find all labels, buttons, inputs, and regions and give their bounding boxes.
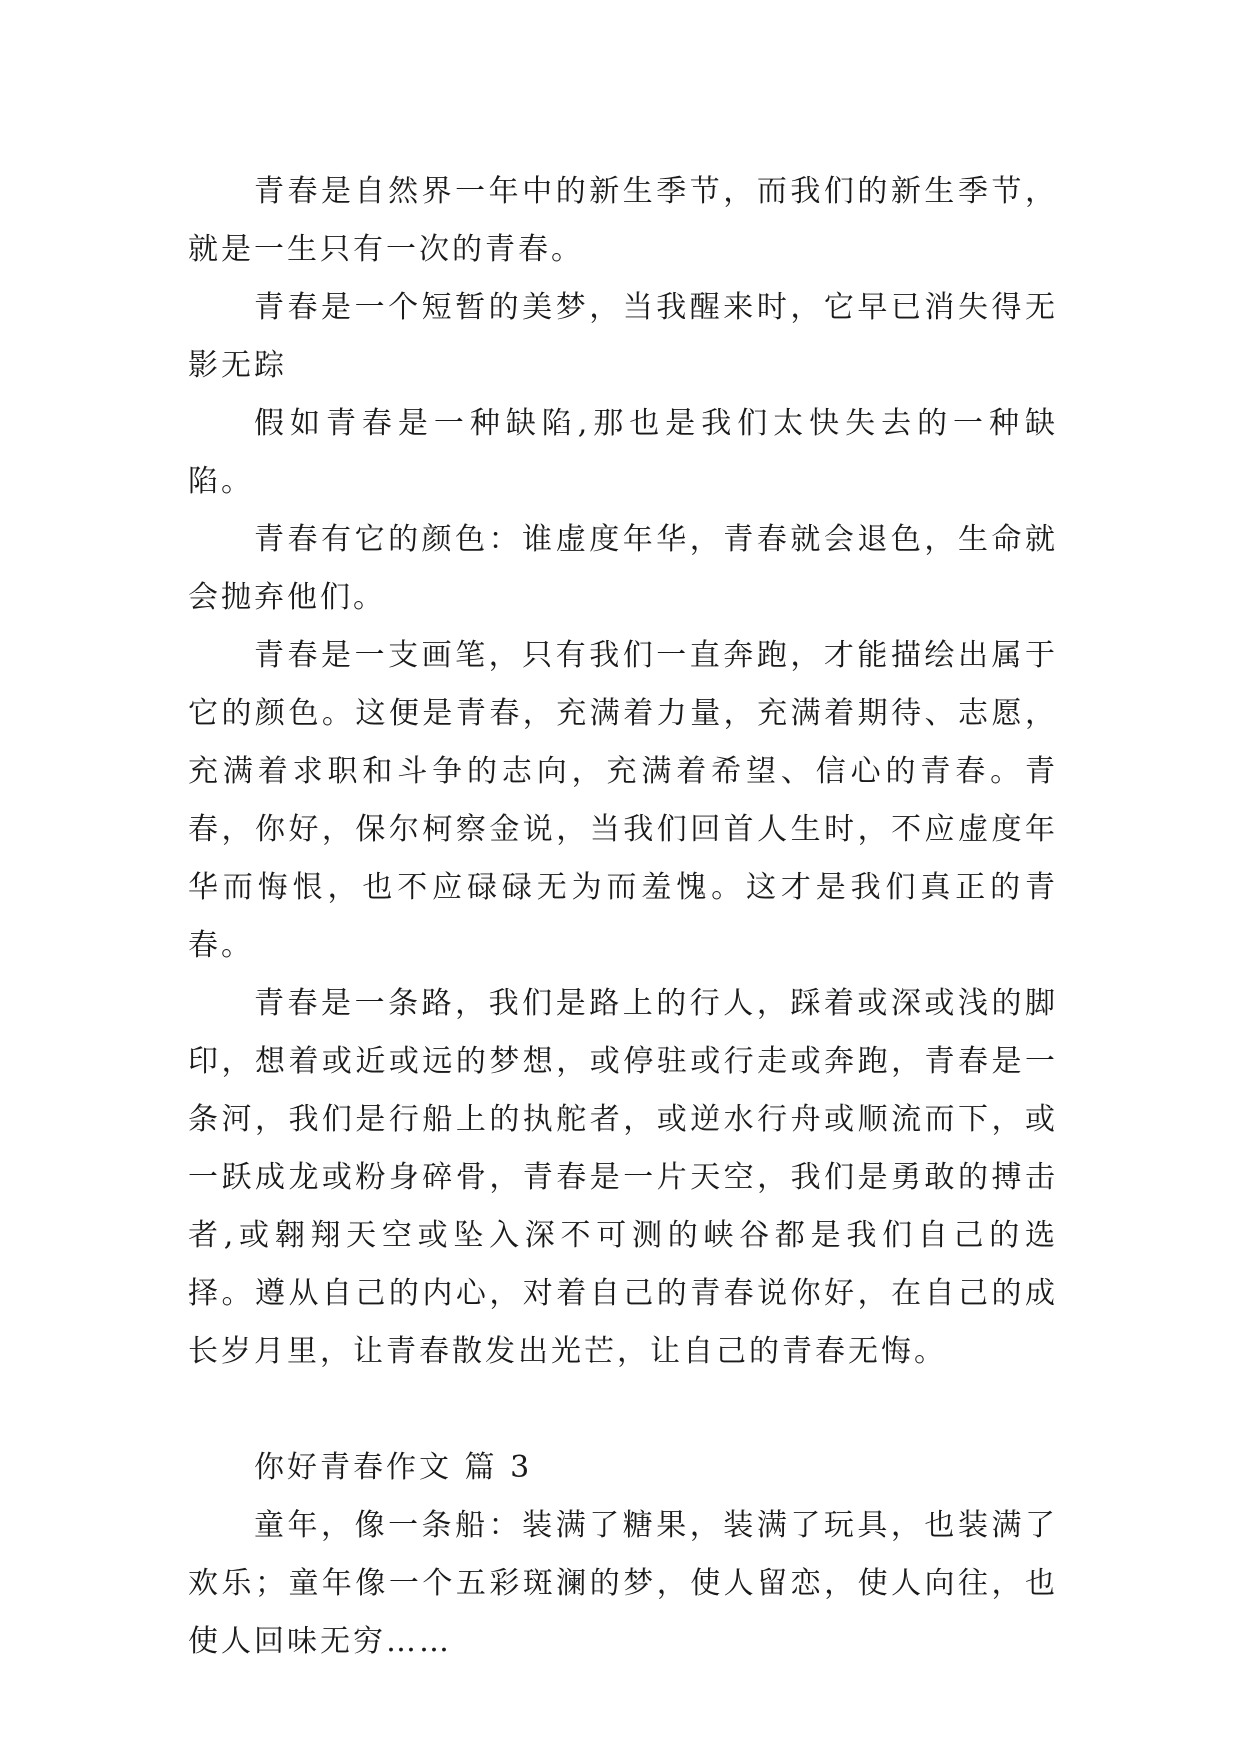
paragraph-4: 青春有它的颜色：谁虚度年华，青春就会退色，生命就会抛弃他们。 (188, 522, 1058, 615)
paragraph-1: 青春是自然界一年中的新生季节，而我们的新生季节，就是一生只有一次的青春。 (188, 174, 1058, 267)
section-spacer (188, 1381, 1058, 1439)
paragraph-5: 青春是一支画笔，只有我们一直奔跑，才能描绘出属于它的颜色。这便是青春，充满着力量，充满着期待、志愿，充满着求职和斗争的志向，充满着希望、信心的青春。青春，你好，保尔柯察金说，当我们回首人生时，不应虚度年华而悔恨，也不应碌碌无为而羞愧。这才是我们真正的青春。 (188, 638, 1058, 963)
paragraph-6: 青春是一条路，我们是路上的行人，踩着或深或浅的脚印，想着或近或远的梦想，或停驻或行走或奔跑，青春是一条河，我们是行船上的执舵者，或逆水行舟或顺流而下，或一跃成龙或粉身碎骨，青春是一片天空，我们是勇敢的搏击者,或翱翔天空或坠入深不可测的峡谷都是我们自己的选择。遵从自己的内心，对着自己的青春说你好，在自己的成长岁月里，让青春散发出光芒，让自己的青春无悔。 (188, 986, 1058, 1369)
section-heading: 你好青春作文 篇 3 (254, 1450, 533, 1485)
paragraph-2: 青春是一个短暂的美梦，当我醒来时，它早已消失得无影无踪 (188, 290, 1058, 383)
paragraph-3: 假如青春是一种缺陷,那也是我们太快失去的一种缺陷。 (188, 406, 1058, 499)
document-body (188, 163, 1058, 1671)
paragraph-7: 童年，像一条船：装满了糖果，装满了玩具，也装满了欢乐；童年像一个五彩斑澜的梦，使人留恋，使人向往，也使人回味无穷…… (188, 1508, 1058, 1659)
